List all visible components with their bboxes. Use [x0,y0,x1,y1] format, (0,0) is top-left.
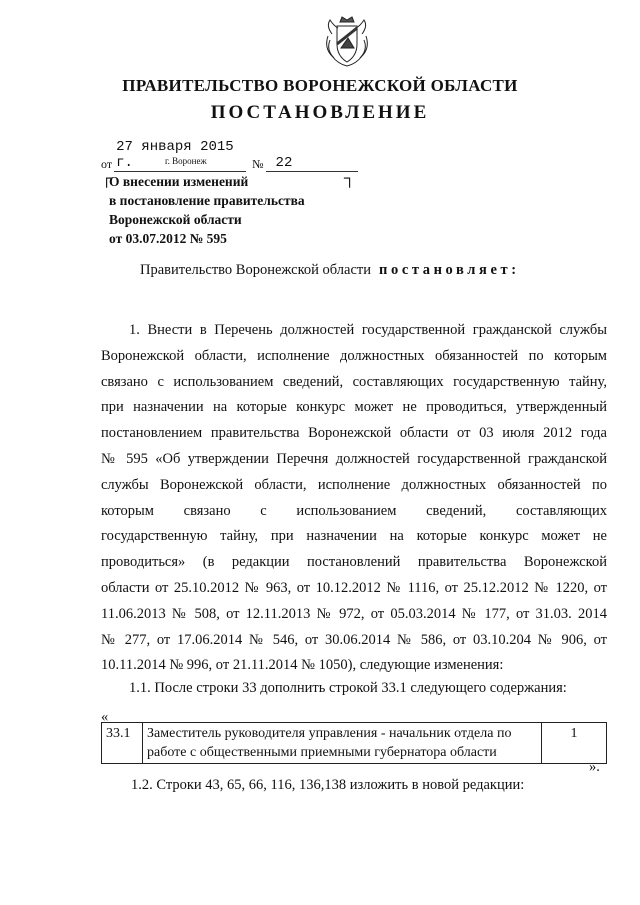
subject-line: в постановление правительства [109,193,305,208]
row-number: 33.1 [102,723,143,764]
paragraph-line: постановлением правительства Воронежской области от 03 июля 2012 года [101,425,607,442]
subject-corner-right: ┐ [344,170,356,187]
paragraph-line: при назначении на которые конкурс может не проводиться, утвержденный [101,399,607,416]
paragraph-line: Воронежской области, исполнение должностных обязанностей по которым [101,347,607,364]
quote-open: « [101,709,109,725]
paragraph-line: государственную тайну, при назначении на которые конкурс может не [101,528,607,545]
count-cell: 1 [542,723,607,764]
from-label: от [101,157,113,171]
subject-line: от 03.07.2012 № 595 [109,231,227,246]
subject-line: Воронежской области [109,212,242,227]
paragraph-line: связано с использованием сведений, составляющих государственную тайну, [101,373,607,390]
document-type: ПОСТАНОВЛЕНИЕ [210,102,430,123]
document-number: 22 [266,155,358,172]
item-1-1: 1.1. После строки 33 дополнить строкой 33.1 следующего содержания: [129,680,567,696]
inserted-row-table [101,722,607,764]
number-label: № [252,157,264,171]
paragraph-1 [101,318,607,679]
preamble-text: Правительство Воронежской области [140,262,372,278]
date-number-line [101,139,358,172]
subject-corner-left: ┌ [101,170,113,187]
quote-close: ». [589,759,600,775]
document-date: 27 января 2015 г. [114,139,246,172]
paragraph-line: службы Воронежской области, исполнение должностных обязанностей по [101,476,607,493]
city: г. Воронеж [165,156,207,166]
subject-line: О внесении изменений [109,174,249,189]
paragraph-line: области от 25.10.2012 № 963, от 10.12.2012 № 1116, от 25.12.2012 № 1220, от [101,579,607,596]
preamble-verb: постановляет: [379,262,520,278]
government-title: ПРАВИТЕЛЬСТВО ВОРОНЕЖСКОЙ ОБЛАСТИ [122,76,518,95]
paragraph-line: 10.11.2014 № 996, от 21.11.2014 № 1050), следующие изменения: [101,657,504,674]
preamble [140,262,520,279]
paragraph-line: № 595 «Об утверждении Перечня должностей государственной гражданской [101,450,607,467]
paragraph-line: проводиться» (в редакции постановлений правительства Воронежской [101,554,607,571]
paragraph-line: № 277, от 17.06.2014 № 546, от 30.06.2014 № 586, от 03.10.204 № 906, от [101,631,607,648]
position-line: Заместитель руководителя управления - начальник отдела по [147,726,512,741]
item-1-2: 1.2. Строки 43, 65, 66, 116, 136,138 изложить в новой редакции: [131,777,525,793]
position-cell [143,723,542,764]
coat-of-arms-icon [318,14,376,70]
paragraph-line: 11.06.2013 № 508, от 12.11.2013 № 972, от 05.03.2014 № 177, от 31.03. 2014 [101,605,607,622]
paragraph-line: которым связано с использованием сведений, составляющих [101,502,607,519]
table-row [102,723,607,764]
paragraph-line: 1. Внести в Перечень должностей государственной гражданской службы [129,322,607,338]
position-line: работе с общественными приемными губернатора области [147,745,497,760]
subject-block [109,172,305,248]
